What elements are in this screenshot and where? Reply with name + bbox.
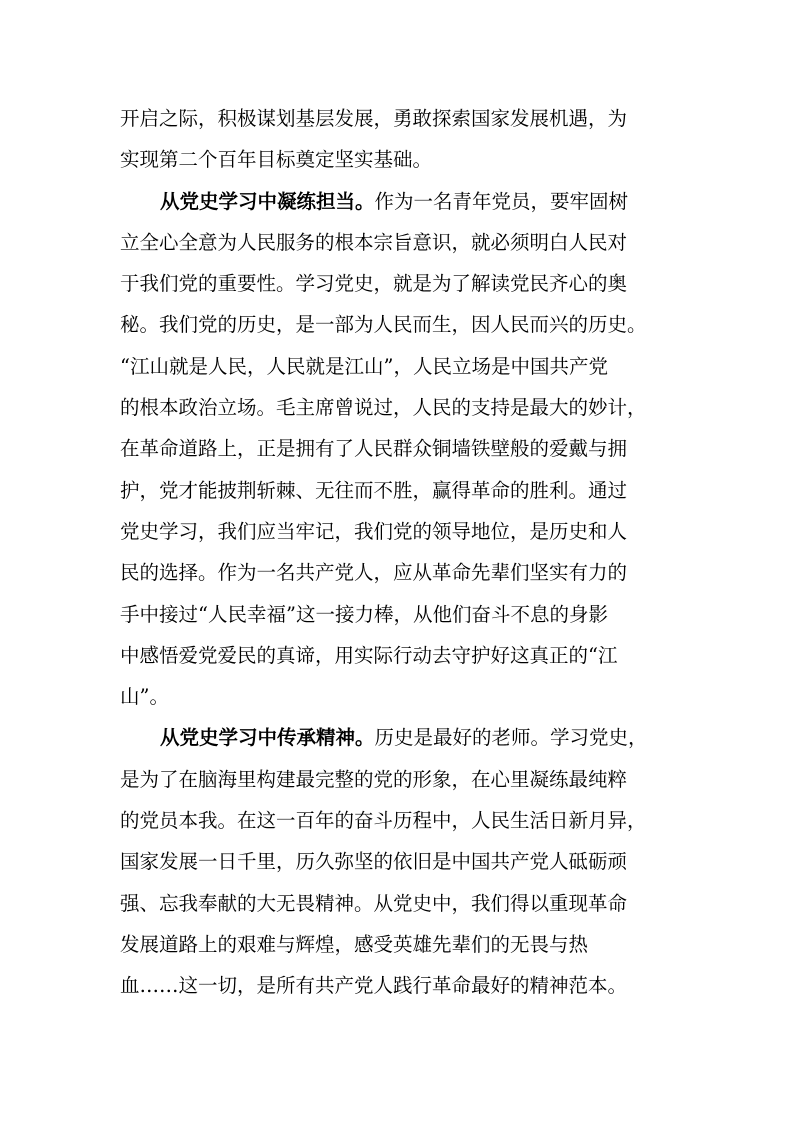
- paragraph-1-first-line: [120, 181, 686, 222]
- text-line: 手中接过“人民幸福”这一接力棒，从他们奋斗不息的身影: [120, 602, 608, 626]
- paragraph-2-first-line: [120, 717, 686, 758]
- paragraph-1-lead-text: 作为一名青年党员，要牢固树: [374, 189, 629, 213]
- text-line: 的党员本我。在这一百年的奋斗历程中，人民生活日新月异，: [120, 809, 647, 833]
- text-line: 民的选择。作为一名共产党人，应从革命先辈们坚实有力的: [120, 561, 628, 585]
- paragraph-2-heading: 从党史学习中传承精神。: [160, 726, 375, 750]
- paragraph-2-lead-text: 历史是最好的老师。学习党史，: [374, 726, 648, 750]
- text-line: 发展道路上的艰难与辉煌，感受英雄先辈们的无畏与热: [120, 932, 589, 956]
- text-line: 是为了在脑海里构建最完整的党的形象，在心里凝练最纯粹: [120, 767, 628, 791]
- text-line: 山”。: [120, 685, 169, 709]
- text-line: 强、忘我奉献的大无畏精神。从党史中，我们得以重现革命: [120, 891, 628, 915]
- document-body: [120, 98, 686, 1007]
- text-line: 党史学习，我们应当牢记，我们党的领导地位，是历史和人: [120, 519, 628, 543]
- paragraph-1-heading: 从党史学习中凝练担当。: [160, 189, 375, 213]
- text-line: 护，党才能披荆斩棘、无往而不胜，赢得革命的胜利。通过: [120, 478, 628, 502]
- text-line: 于我们党的重要性。学习党史，就是为了解读党民齐心的奥: [120, 272, 628, 296]
- text-line: 中感悟爱党爱民的真谛，用实际行动去守护好这真正的“江: [120, 643, 618, 667]
- text-line: 在革命道路上，正是拥有了人民群众铜墙铁壁般的爱戴与拥: [120, 437, 628, 461]
- text-line: 开启之际，积极谋划基层发展，勇敢探索国家发展机遇，为: [120, 107, 628, 130]
- text-line: 实现第二个百年目标奠定坚实基础。: [120, 148, 433, 172]
- text-line: 立全心全意为人民服务的根本宗旨意识，就必须明白人民对: [120, 230, 628, 254]
- text-line: 血……这一切，是所有共产党人践行革命最好的精神范本。: [120, 974, 628, 998]
- text-line: “江山就是人民，人民就是江山”，人民立场是中国共产党: [120, 354, 608, 378]
- text-line: 国家发展一日千里，历久弥坚的依旧是中国共产党人砥砺顽: [120, 850, 628, 874]
- text-line: 的根本政治立场。毛主席曾说过，人民的支持是最大的妙计，: [120, 396, 647, 420]
- text-line: 秘。我们党的历史，是一部为人民而生，因人民而兴的历史。: [120, 313, 647, 337]
